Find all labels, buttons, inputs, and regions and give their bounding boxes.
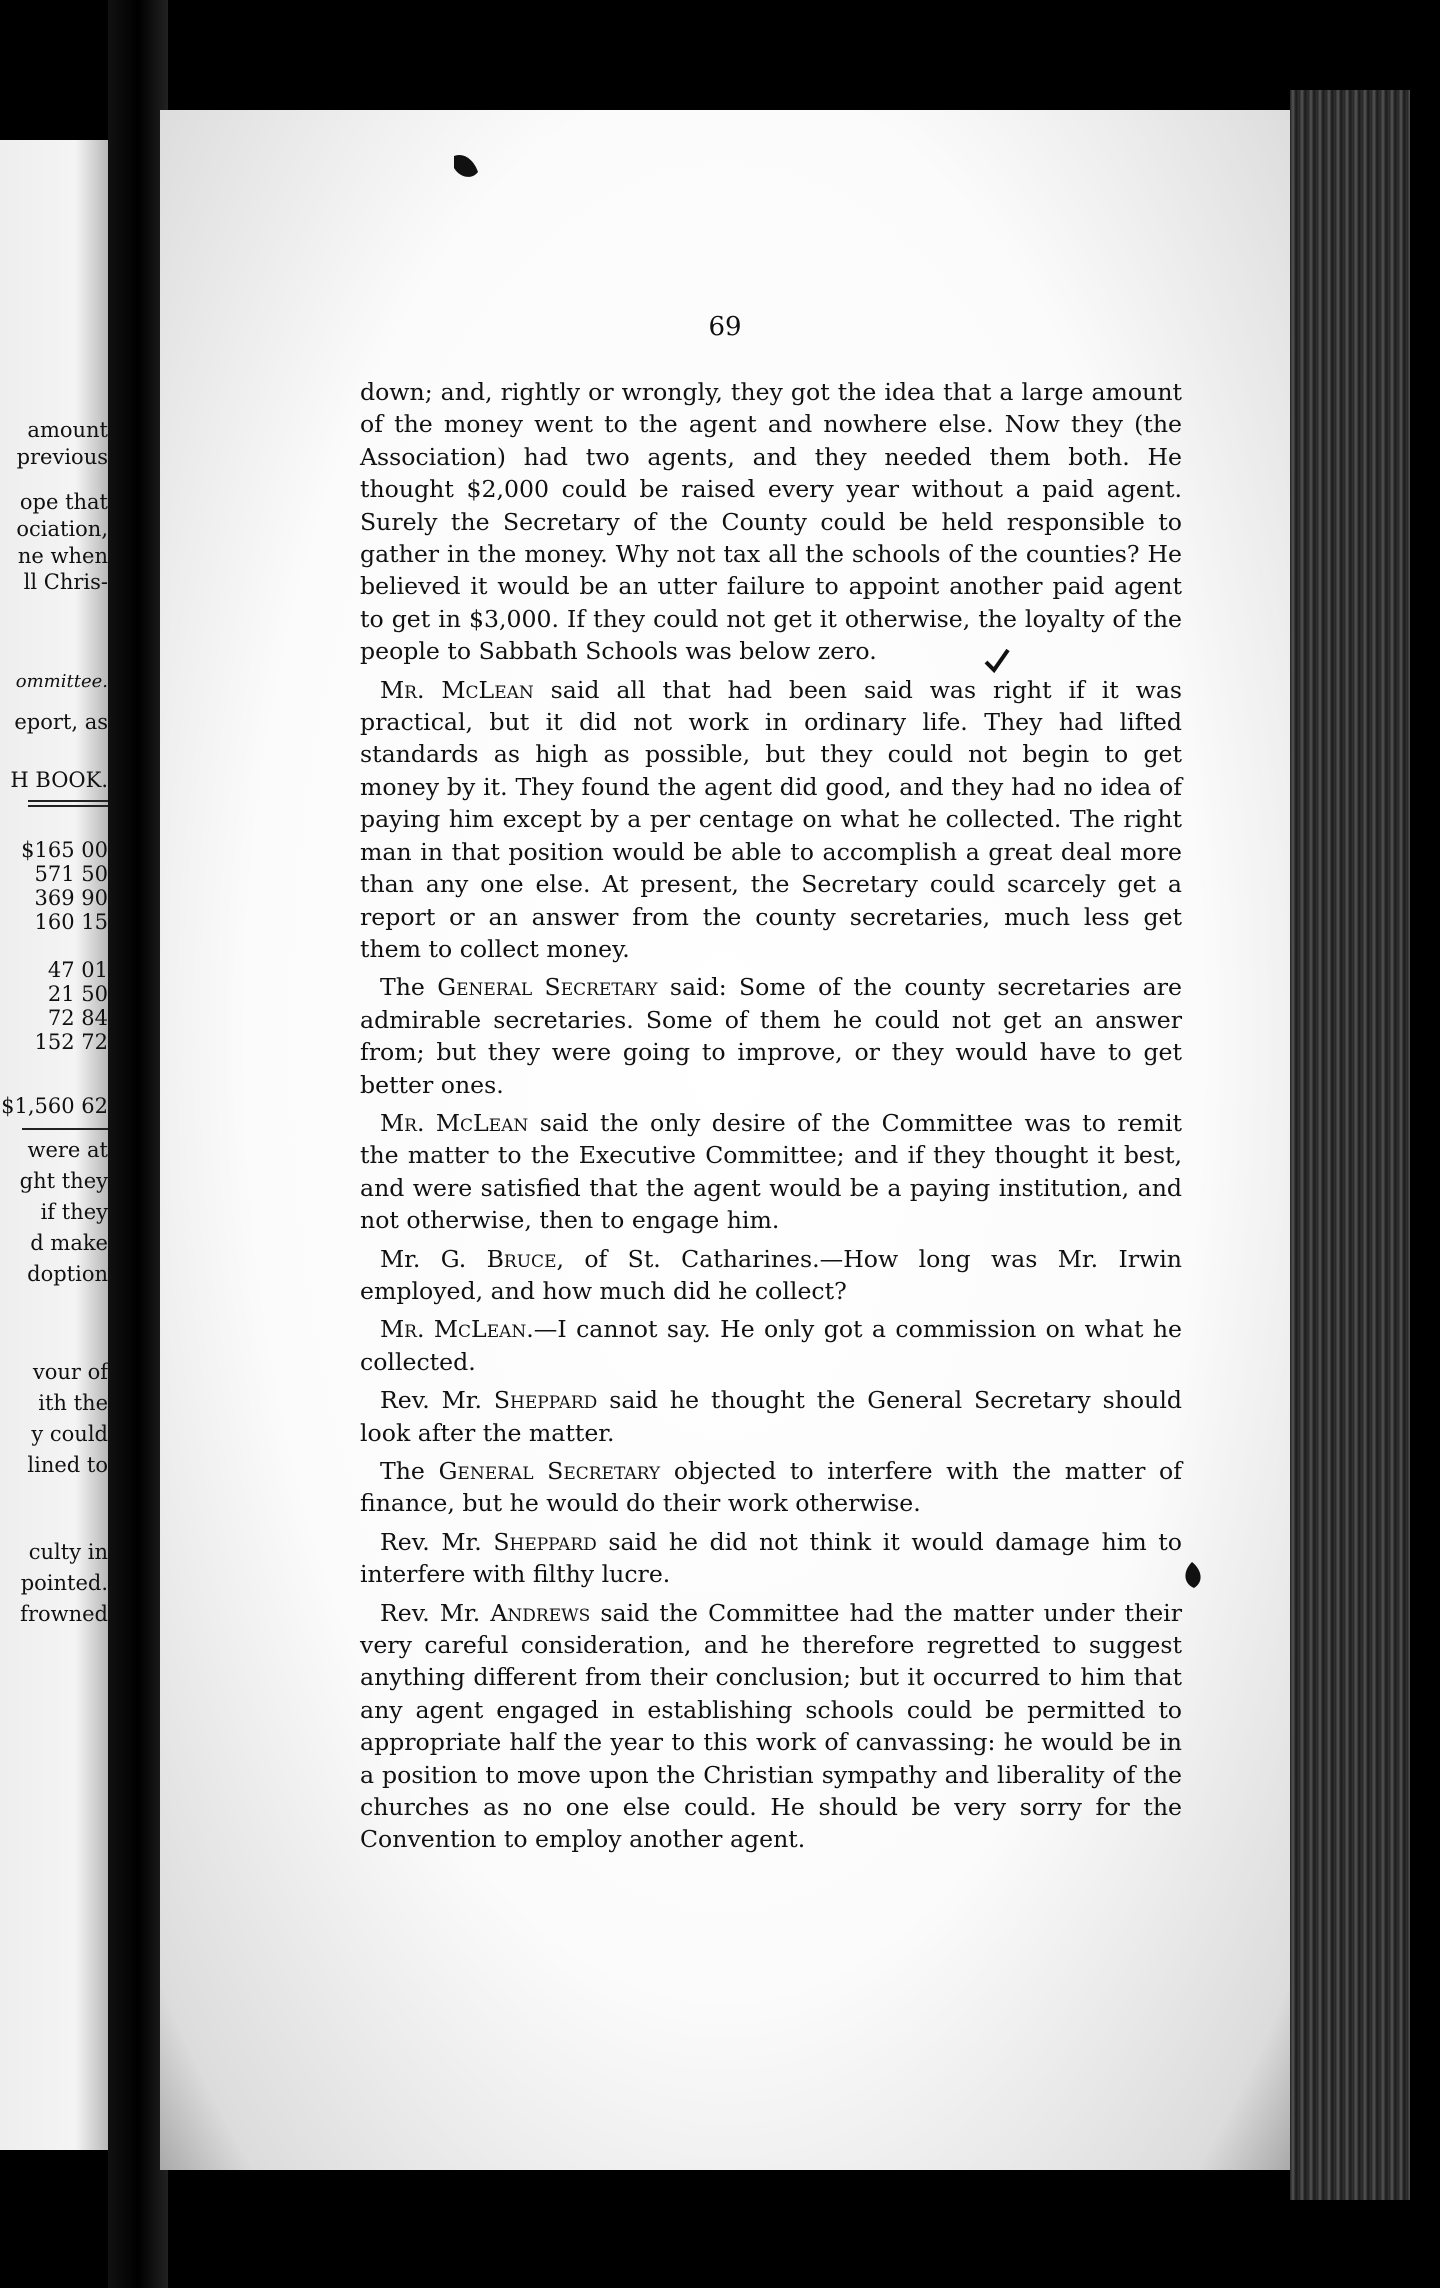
facing-page-fragment: [0, 140, 108, 2150]
book-gutter: [108, 0, 168, 2288]
facing-page-line: 152 72: [34, 1030, 108, 1054]
facing-page-line: ociation,: [16, 517, 108, 541]
paragraph-text: down; and, rightly or wrongly, they got the idea that a large amount of the money went to the agent and nowhere else. Now they (the Association) had two agents, and they needed them both. He thought $2,000 could be raised every year without a paid agent. Surely the Secretary of the County could be held responsible to gather in the money. Why not tax all the schools of the counties? He believed it would be an utter failure to appoint another paid agent to get in $3,000. If they could not get it otherwise, the loyalty of the people to Sabbath Schools was below zero.: [360, 378, 1182, 666]
speaker-name: General Secretary: [437, 973, 658, 1002]
page-number: 69: [708, 312, 742, 342]
speaker-prefix: Rev. Mr.: [380, 1598, 491, 1627]
facing-page-line: ne when: [17, 544, 108, 568]
speaker-name: Bruce: [486, 1244, 557, 1273]
speaker-name: General Secretary: [438, 1457, 661, 1485]
facing-page-line: H BOOK.: [10, 768, 108, 792]
facing-page-line: 72 84: [47, 1006, 108, 1030]
speaker-name: Sheppard: [493, 1527, 597, 1556]
paragraph-text: , of St. Catharines.—How long was Mr. Irwin employed, and how much did he collect?: [360, 1244, 1182, 1305]
speaker-prefix: The: [380, 1457, 439, 1485]
paragraph-text: objected to interfere with the matter of finance, but he would do their work otherwise.: [360, 1457, 1182, 1518]
speaker-prefix: The: [380, 973, 438, 1002]
paragraph: [360, 674, 1182, 966]
speaker-prefix: Mr. G.: [380, 1244, 487, 1273]
paragraph: [360, 1455, 1182, 1520]
book-page: [160, 110, 1290, 2170]
facing-page-line: eport, as: [14, 710, 108, 734]
facing-page-line: 21 50: [47, 982, 108, 1006]
facing-page-line: d make: [30, 1231, 108, 1255]
facing-page-line: culty in: [28, 1540, 108, 1564]
paragraph: [360, 376, 1182, 668]
facing-page-line: pointed.: [20, 1571, 108, 1595]
facing-page-line: ommittee.: [15, 671, 108, 692]
facing-page-line: vour of: [32, 1360, 108, 1384]
facing-page-line: 160 15: [34, 910, 108, 934]
check-mark-icon: [982, 646, 1012, 676]
paragraph-text: .—I cannot say. He only got a commission on what he collected.: [360, 1315, 1182, 1376]
paragraph-text: said: Some of the county secretaries are admirable secretaries. Some of them he could not get an answer from; but they were going to improve, or they would have to get better ones.: [360, 973, 1182, 1099]
facing-page-line: lined to: [27, 1453, 108, 1477]
speaker-name: Mr. McLean: [380, 1315, 527, 1344]
facing-page-line: previous: [16, 445, 108, 469]
facing-page-line: 47 01: [47, 958, 108, 982]
paragraph-text: said he did not think it would damage him to interfere with filthy lucre.: [360, 1527, 1182, 1589]
facing-page-line: y could: [31, 1422, 108, 1446]
paragraph-text: said the only desire of the Committee was to remit the matter to the Executive Committee; and if they thought it best, and were satisfied that the agent would be a paying institution, and not otherwise, then to engage him.: [360, 1108, 1183, 1235]
paragraph: [360, 1384, 1182, 1449]
ink-blot-icon: [448, 150, 484, 186]
page-edges: [1290, 90, 1410, 2200]
facing-page-line: 571 50: [34, 862, 108, 886]
paragraph: [360, 1313, 1182, 1378]
speaker-name: Mr. McLean: [380, 1108, 529, 1137]
paragraph: [360, 1597, 1182, 1856]
facing-page-rule: [22, 1128, 108, 1130]
facing-page-line: ght they: [19, 1169, 108, 1193]
facing-page-line: if they: [40, 1200, 108, 1224]
facing-page-line: ith the: [38, 1391, 108, 1415]
speaker-prefix: Rev. Mr.: [380, 1527, 494, 1556]
speaker-name: Mr. McLean: [380, 675, 534, 704]
facing-page-line: doption: [27, 1262, 108, 1286]
facing-page-line: amount: [27, 418, 108, 442]
facing-page-rule: [28, 800, 108, 802]
facing-page-line: ll Chris-: [23, 570, 108, 594]
ink-blot-icon: [1178, 1560, 1206, 1590]
paragraph: [360, 971, 1182, 1101]
paragraph: [360, 1526, 1182, 1591]
facing-page-line: $1,560 62: [1, 1094, 108, 1118]
paragraph-text: said the Committee had the matter under their very careful consideration, and he therefore regretted to suggest anything different from their conclusion; but it occurred to him that any agent engaged in establishing schools could be permitted to appropriate half the year to this work of canvassing: he would be in a position to move upon the Christian sympathy and liberality of the churches as no one else could. He should be very sorry for the Convention to employ another agent.: [360, 1598, 1182, 1854]
facing-page-rule: [28, 805, 108, 807]
facing-page-line: were at: [27, 1138, 108, 1162]
paragraph: [360, 1107, 1182, 1237]
facing-page-line: $165 00: [21, 838, 108, 862]
speaker-name: Andrews: [490, 1598, 591, 1627]
paragraph-text: said he thought the General Secretary should look after the matter.: [360, 1386, 1182, 1447]
paragraph-text: said all that had been said was right if it was practical, but it did not work in ordinary life. They had lifted standards as high as possible, but they could not begin to get money by it. They found the agent did good, and they had no idea of paying him except by a per centage on what he collected. The right man in that position would be able to accomplish a great deal more than any one else. At present, the Secretary could scarcely get a report or an answer from the county secretaries, much less get them to collect money.: [360, 675, 1182, 963]
speaker-prefix: Rev. Mr.: [380, 1386, 494, 1415]
facing-page-line: frowned: [20, 1602, 108, 1626]
page-body: [360, 376, 1182, 1862]
facing-page-line: ope that: [19, 490, 108, 514]
speaker-name: Sheppard: [493, 1386, 598, 1415]
facing-page-line: 369 90: [34, 886, 108, 910]
paragraph: [360, 1243, 1182, 1308]
